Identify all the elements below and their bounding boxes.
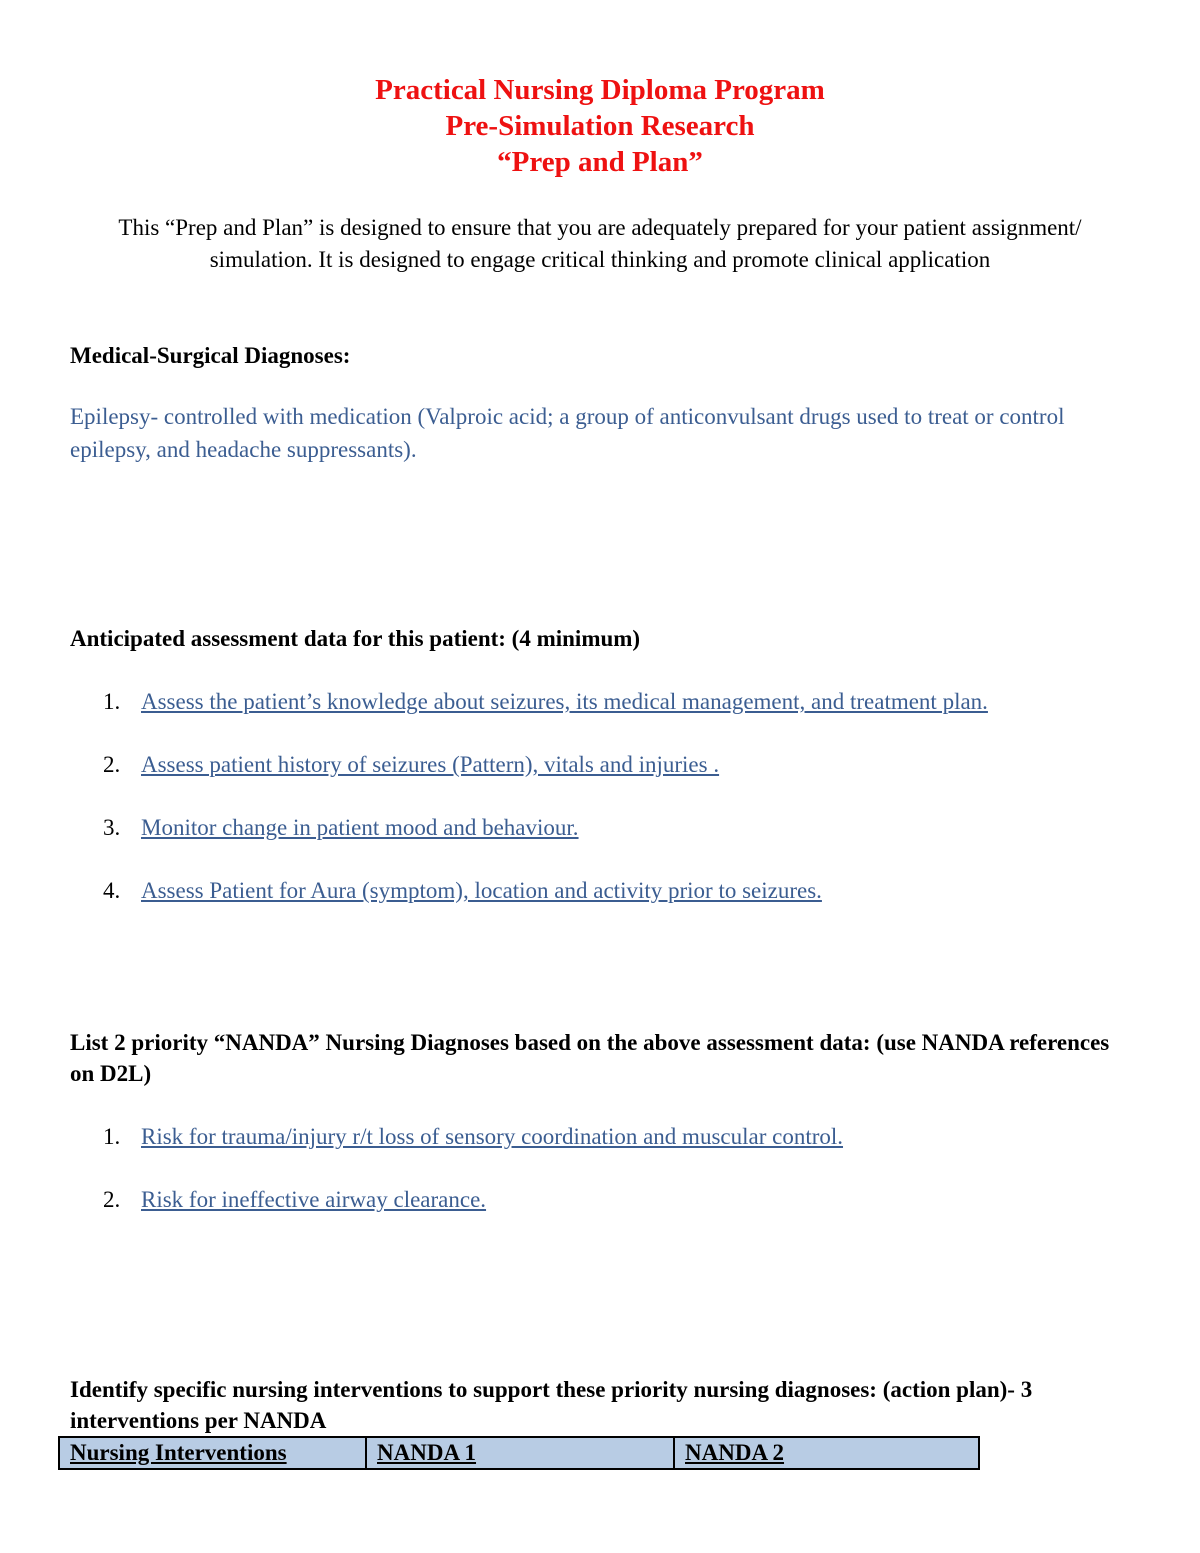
- column-header-nanda-1: NANDA 1: [366, 1437, 674, 1469]
- nanda-item-text[interactable]: Risk for trauma/injury r/t loss of sensory coordination and muscular control.: [141, 1124, 844, 1149]
- prep-plan-title: “Prep and Plan”: [497, 146, 703, 178]
- column-header-interventions: Nursing Interventions: [59, 1437, 366, 1469]
- table-header-row: [59, 1437, 979, 1469]
- medsurg-heading: Medical-Surgical Diagnoses:: [70, 343, 351, 368]
- assessment-item-text[interactable]: Assess Patient for Aura (symptom), location and activity prior to seizures.: [141, 878, 822, 903]
- list-number: 3.: [103, 815, 121, 840]
- list-number: 2.: [103, 1187, 121, 1212]
- list-number: 1.: [103, 689, 121, 714]
- nanda-item-text[interactable]: Risk for ineffective airway clearance.: [141, 1187, 487, 1212]
- assessment-heading: Anticipated assessment data for this patient: (4 minimum): [70, 626, 641, 651]
- list-item: [70, 1121, 1130, 1153]
- list-number: 2.: [103, 752, 121, 777]
- assessment-item-text[interactable]: Monitor change in patient mood and behaviour.: [141, 815, 579, 840]
- program-title: Practical Nursing Diploma Program: [375, 74, 825, 106]
- assessment-item-text[interactable]: Assess the patient’s knowledge about seizures, its medical management, and treatment plan.: [141, 689, 988, 714]
- assessment-item-text[interactable]: Assess patient history of seizures (Pattern), vitals and injuries .: [141, 752, 720, 777]
- list-item: [70, 875, 1130, 907]
- nanda-heading: List 2 priority “NANDA” Nursing Diagnoses based on the above assessment data: (use NANDA references on D2L): [70, 1030, 1110, 1086]
- interventions-table: [58, 1436, 980, 1470]
- assessment-list: [70, 686, 1130, 938]
- list-item: [70, 1184, 1130, 1216]
- list-item: [70, 812, 1130, 844]
- list-number: 4.: [103, 878, 121, 903]
- medsurg-diagnosis-text: Epilepsy- controlled with medication (Valproic acid; a group of anticonvulsant drugs used to treat or control epilepsy, and headache suppressants).: [70, 404, 1065, 462]
- document-title-block: [0, 72, 1200, 180]
- nanda-list: [70, 1121, 1130, 1247]
- intro-paragraph: This “Prep and Plan” is designed to ensure that you are adequately prepared for your patient assignment/ simulation. It is designed to engage critical thinking and promote clinical application: [118, 215, 1082, 272]
- list-item: [70, 749, 1130, 781]
- interventions-heading: Identify specific nursing interventions to support these priority nursing diagnoses: (action plan)- 3 interventions per NANDA: [70, 1377, 1033, 1433]
- list-item: [70, 686, 1130, 718]
- list-number: 1.: [103, 1124, 121, 1149]
- research-title: Pre-Simulation Research: [445, 110, 755, 142]
- column-header-nanda-2: NANDA 2: [674, 1437, 979, 1469]
